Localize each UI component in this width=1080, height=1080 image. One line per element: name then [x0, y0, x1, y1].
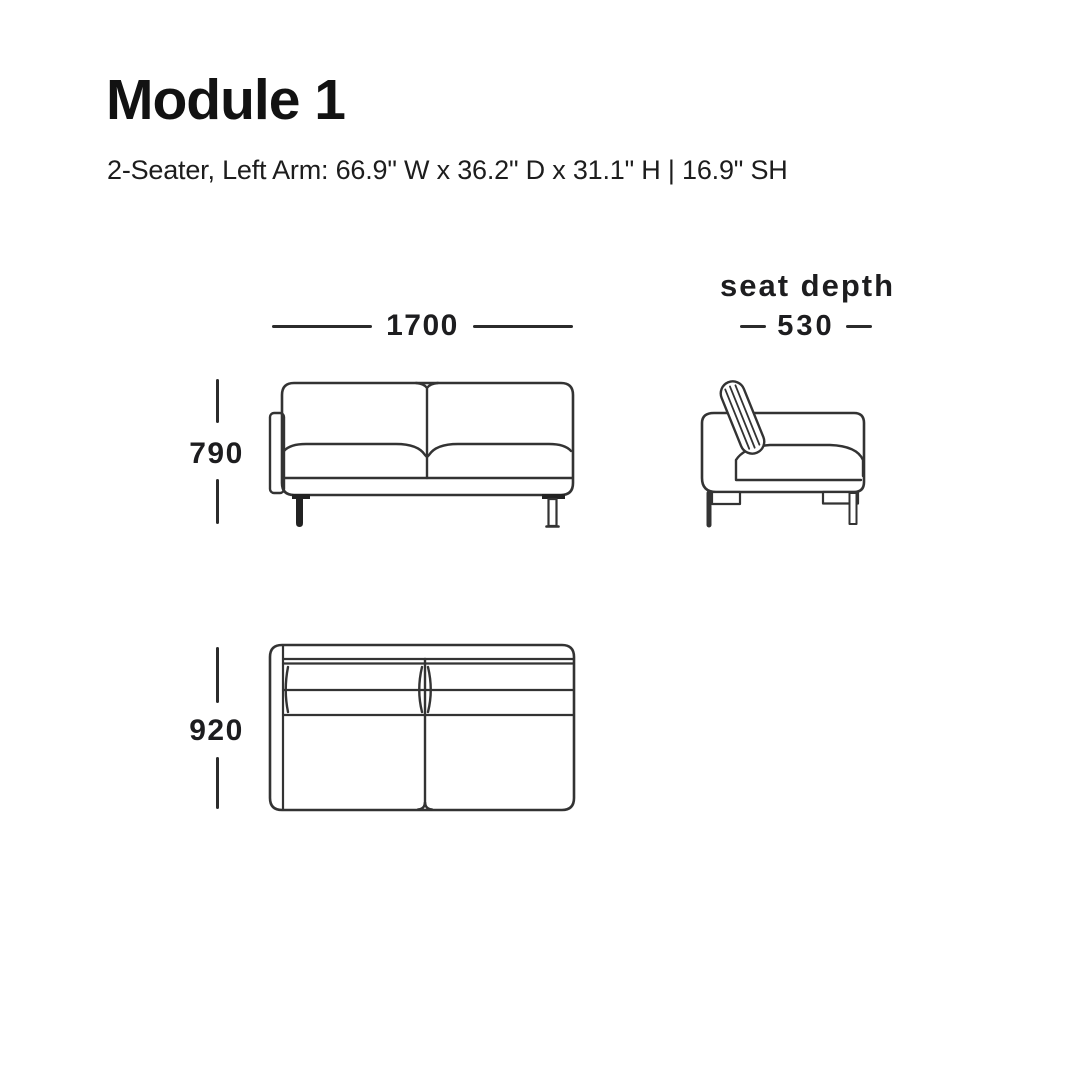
- front-left-leg: [292, 494, 310, 527]
- front-right-seat-cushion: [427, 444, 571, 457]
- seat-depth-caption: seat depth: [719, 268, 896, 303]
- front-right-leg: [549, 499, 557, 526]
- top-back-cushion-gap: [419, 659, 431, 715]
- front-cushion-divider: [416, 383, 438, 478]
- side-left-leg-bracket: [712, 492, 740, 504]
- seat-depth-dimension: [740, 310, 872, 342]
- page-subtitle: 2-Seater, Left Arm: 66.9" W x 36.2" D x 31.1" H | 16.9" SH: [107, 155, 788, 185]
- sofa-top-view-drawing: [262, 638, 582, 818]
- front-height-value: 790: [189, 437, 244, 470]
- dimension-dash-right: [846, 325, 872, 328]
- dimension-line-left: [272, 325, 372, 328]
- top-depth-dim-line-bottom: [216, 757, 219, 809]
- front-left-seat-cushion: [284, 444, 427, 457]
- front-width-value: 1700: [386, 309, 459, 342]
- page-title: Module 1: [106, 68, 346, 132]
- top-back-rail: [283, 659, 573, 664]
- seat-depth-value: 530: [777, 309, 835, 342]
- top-seat-divider: [418, 715, 432, 810]
- dimension-line-right: [473, 325, 573, 328]
- top-depth-value: 920: [189, 714, 244, 747]
- front-height-dim-line-bottom: [216, 479, 219, 524]
- top-depth-dim-line-top: [216, 647, 219, 703]
- dimension-dash-left: [740, 325, 766, 328]
- sofa-side-view-drawing: [690, 372, 890, 534]
- sofa-front-view-drawing: [260, 372, 580, 534]
- side-right-leg: [850, 493, 857, 524]
- front-height-dim-line-top: [216, 379, 219, 423]
- front-width-dimension: [272, 310, 573, 342]
- side-back-cushion: [717, 378, 768, 457]
